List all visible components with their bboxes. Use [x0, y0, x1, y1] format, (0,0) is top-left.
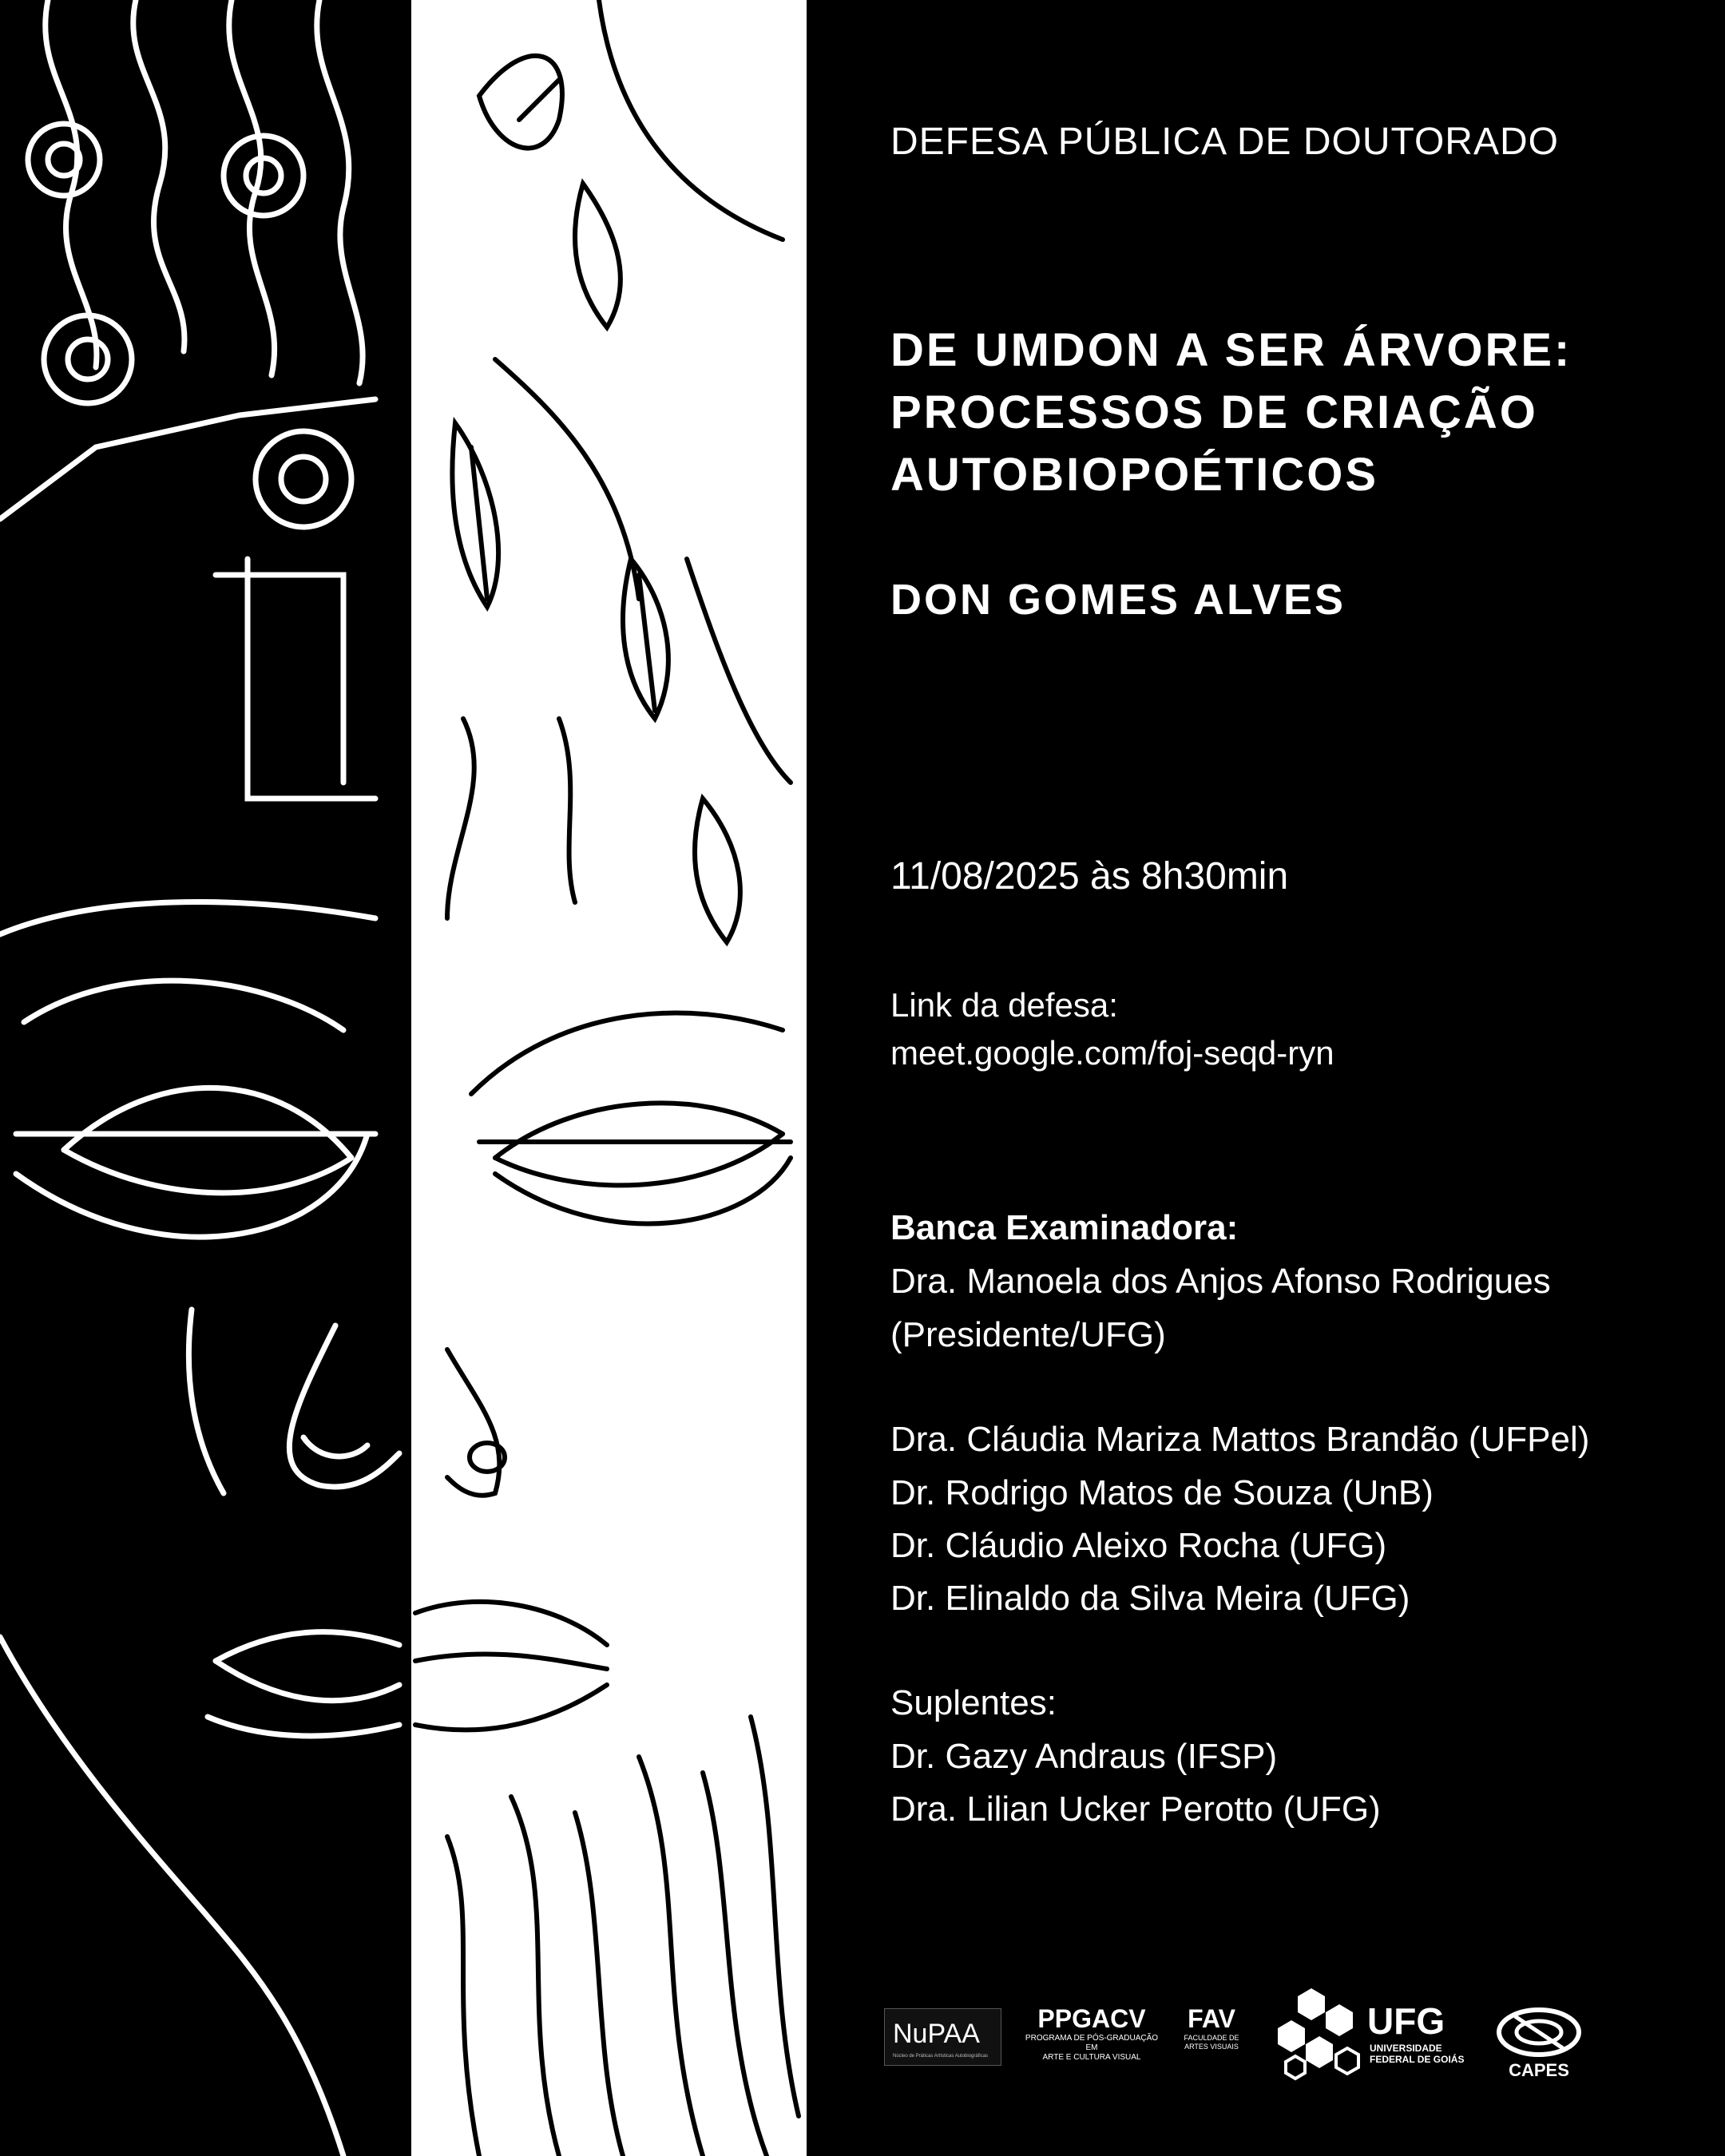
ufg-logo-subtext: FEDERAL DE GOIÁS: [1370, 2054, 1465, 2065]
ufg-logo-subtext: UNIVERSIDADE: [1370, 2043, 1442, 2054]
capes-logo: [1491, 1996, 1587, 2084]
title-line: PROCESSOS DE CRIAÇÃO: [890, 386, 1538, 438]
capes-logo-text: CAPES: [1509, 2060, 1569, 2080]
illustration: [0, 0, 807, 2156]
title-line: AUTOBIOPOÉTICOS: [890, 449, 1379, 501]
ppgacv-logo-text: PPGACV: [1037, 2004, 1146, 2033]
fav-logo-subtext: FACULDADE DE: [1184, 2034, 1239, 2042]
author-name: DON GOMES ALVES: [890, 576, 1346, 624]
ufg-logo-text: UFG: [1367, 2000, 1445, 2042]
board-heading: Banca Examinadora:: [890, 1208, 1239, 1247]
board-member: Dr. Rodrigo Matos de Souza (UnB): [890, 1473, 1434, 1512]
fav-logo: [1184, 2004, 1239, 2051]
nupaa-logo: [884, 2008, 1001, 2066]
board-member: Dra. Cláudia Mariza Mattos Brandão (UFPel): [890, 1420, 1590, 1459]
meeting-link[interactable]: meet.google.com/foj-seqd-ryn: [890, 1034, 1334, 1072]
fav-logo-subtext: ARTES VISUAIS: [1184, 2043, 1239, 2051]
nupaa-logo-text: NuPAA: [893, 2019, 980, 2049]
date-time: 11/08/2025 às 8h30min: [890, 855, 1289, 898]
event-kicker: DEFESA PÚBLICA DE DOUTORADO: [890, 121, 1559, 163]
board-member: Dr. Cláudio Aleixo Rocha (UFG): [890, 1526, 1387, 1565]
sponsor-logos: [884, 1980, 1683, 2092]
ppgacv-logo-subtext: PROGRAMA DE PÓS-GRADUAÇÃO EM: [1025, 2034, 1159, 2052]
substitutes-heading: Suplentes:: [890, 1683, 1057, 1722]
substitute-member: Dra. Lilian Ucker Perotto (UFG): [890, 1789, 1381, 1829]
ppgacv-logo-subtext: ARTE E CULTURA VISUAL: [1042, 2053, 1141, 2062]
ufg-logo: [1275, 1984, 1467, 2084]
board-member: Dr. Elinaldo da Silva Meira (UFG): [890, 1579, 1410, 1618]
substitute-member: Dr. Gazy Andraus (IFSP): [890, 1737, 1278, 1776]
board-president-role: (Presidente/UFG): [890, 1315, 1166, 1354]
board-president: Dra. Manoela dos Anjos Afonso Rodrigues: [890, 1262, 1551, 1301]
title-line: DE UMDON A SER ÁRVORE:: [890, 324, 1572, 376]
hexagon-cluster-icon: [1278, 1988, 1358, 2079]
link-label: Link da defesa:: [890, 986, 1118, 1024]
ppgacv-logo: [1020, 2004, 1164, 2063]
fav-logo-text: FAV: [1188, 2004, 1235, 2033]
nupaa-logo-subtext: Núcleo de Práticas Artísticas Autobiográficas: [893, 2054, 989, 2059]
thesis-title: [890, 319, 1689, 506]
